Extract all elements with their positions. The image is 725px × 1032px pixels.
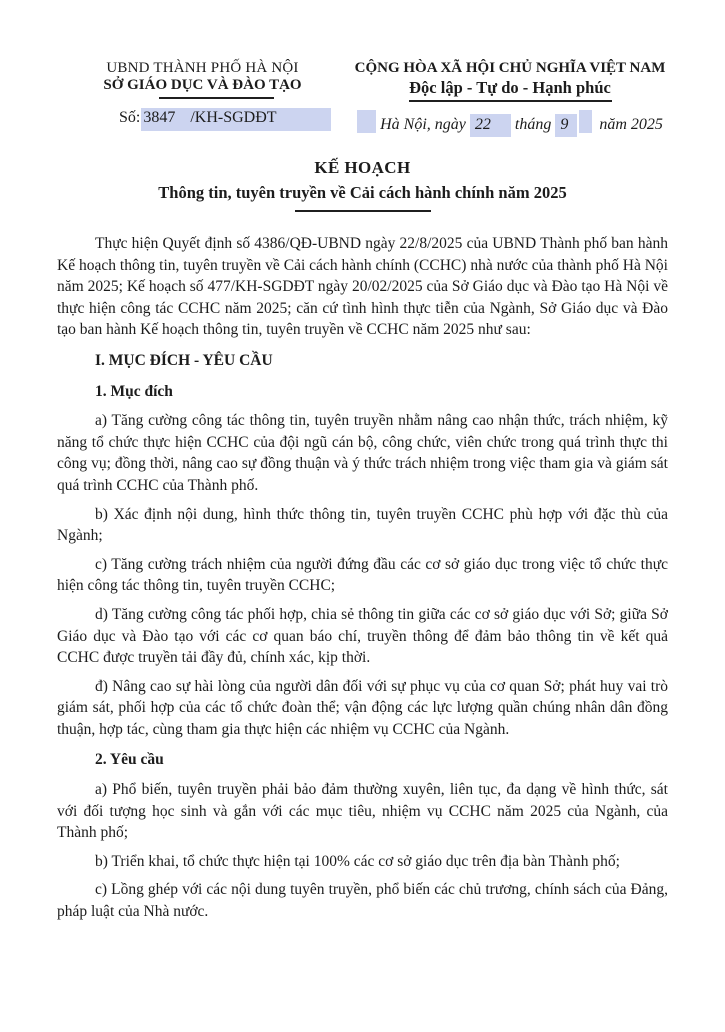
- empty-form-field[interactable]: [579, 110, 592, 133]
- body-paragraph: b) Triển khai, tổ chức thực hiện tại 100% các cơ sở giáo dục trên địa bàn Thành phố;: [95, 852, 620, 870]
- date-month-field[interactable]: 9: [555, 114, 577, 137]
- document-number-suffix: /KH-SGDĐT: [190, 109, 277, 126]
- document-header: [0, 0, 725, 134]
- section-heading: 1. Mục đích: [95, 382, 173, 400]
- body-paragraph: d) Tăng cường công tác phối hợp, chia sẻ thông tin giữa các cơ sở giáo dục với Sở; giữa Sở Giáo dục và Đào tạo với các cơ quan báo chí, truyền thông để đảm bảo thông tin về kết quả CCHC được truyền tải đầy đủ, chính xác, kịp thời.: [57, 605, 668, 667]
- document-body: [0, 212, 725, 923]
- document-number-value: 3847: [143, 109, 176, 126]
- date-year-label: năm: [599, 116, 627, 133]
- date-year-value: 2025: [630, 116, 663, 133]
- date-prefix: Hà Nội, ngày: [380, 116, 466, 133]
- body-paragraph: a) Phổ biến, tuyên truyền phải bảo đảm thường xuyên, liên tục, đa dạng về hình thức, sát với đối tượng học sinh và gắn với các mục tiêu, nhiệm vụ CCHC năm 2025 của Ngành, của Thành phố;: [57, 781, 668, 842]
- body-paragraph: c) Tăng cường trách nhiệm của người đứng đầu các cơ sở giáo dục trong việc tổ chức thực hiện công tác thông tin, tuyên truyền CCHC;: [57, 555, 668, 595]
- section-heading: I. MỤC ĐÍCH - YÊU CẦU: [95, 351, 273, 369]
- date-day-field[interactable]: 22: [470, 114, 511, 137]
- empty-form-field[interactable]: [357, 110, 376, 133]
- body-paragraph: a) Tăng cường công tác thông tin, tuyên truyền nhằm nâng cao nhận thức, trách nhiệm, kỹ năng tổ chức thực hiện CCHC của đội ngũ cán bộ, công chức, viên chức trong quá trình thực thi công vụ; đồng thời, nâng cao sự đồng thuận và ý thức trách nhiệm trong việc tham gia và giám sát quá trình CCHC của Thành phố.: [57, 412, 668, 494]
- agency-underline: [159, 97, 274, 99]
- body-paragraph: c) Lồng ghép với các nội dung tuyên truyền, phổ biến các chủ trương, chính sách của Đảng, pháp luật của Nhà nước.: [57, 881, 668, 921]
- body-paragraph: Thực hiện Quyết định số 4386/QĐ-UBND ngày 22/8/2025 của UBND Thành phố ban hành Kế hoạch thông tin, tuyên truyền về Cải cách hành chính (CCHC) nhà nước của thành phố Hà Nội năm 2025; Kế hoạch số 477/KH-SGDĐT ngày 20/02/2025 của Sở Giáo dục và Đào tạo Hà Nội về thực hiện công tác CCHC năm 2025; căn cứ tình hình thực tiễn của Ngành, Sở Giáo dục và Đào tạo ban hành Kế hoạch thông tin, tuyên truyền về CCHC năm 2025 như sau:: [57, 235, 668, 339]
- motto-underline: [409, 100, 612, 102]
- national-motto-line1: CỘNG HÒA XÃ HỘI CHỦ NGHĨA VIỆT NAM: [354, 60, 666, 76]
- document-number-line: [55, 108, 350, 131]
- body-paragraph: đ) Nâng cao sự hài lòng của người dân đối với sự phục vụ của cơ quan Sở; phát huy vai trò giám sát, phối hợp của các tổ chức đoàn thể; vận động các lực lượng quần chúng nhân dân đồng thuận, hợp tác, cùng tham gia thực hiện các nhiệm vụ CCHC của Ngành.: [57, 677, 668, 738]
- document-subtitle: Thông tin, tuyên truyền về Cải cách hành chính năm 2025: [158, 183, 567, 202]
- national-header-block: [350, 60, 670, 134]
- date-month-label: tháng: [514, 116, 552, 133]
- place-date-line: [350, 110, 670, 134]
- document-title: KẾ HOẠCH: [314, 158, 411, 177]
- section-heading: 2. Yêu cầu: [95, 751, 164, 769]
- issuing-agency-block: [55, 60, 350, 134]
- title-block: [0, 158, 725, 212]
- agency-name: SỞ GIÁO DỤC VÀ ĐÀO TẠO: [103, 77, 302, 93]
- national-motto-line2: Độc lập - Tự do - Hạnh phúc: [409, 78, 611, 97]
- document-number-label: Số:: [119, 109, 141, 126]
- document-number-field[interactable]: [141, 108, 331, 131]
- body-paragraph: b) Xác định nội dung, hình thức thông tin, tuyên truyền CCHC phù hợp với đặc thù của Ngành;: [57, 505, 668, 545]
- agency-parent-name: UBND THÀNH PHỐ HÀ NỘI: [106, 60, 299, 76]
